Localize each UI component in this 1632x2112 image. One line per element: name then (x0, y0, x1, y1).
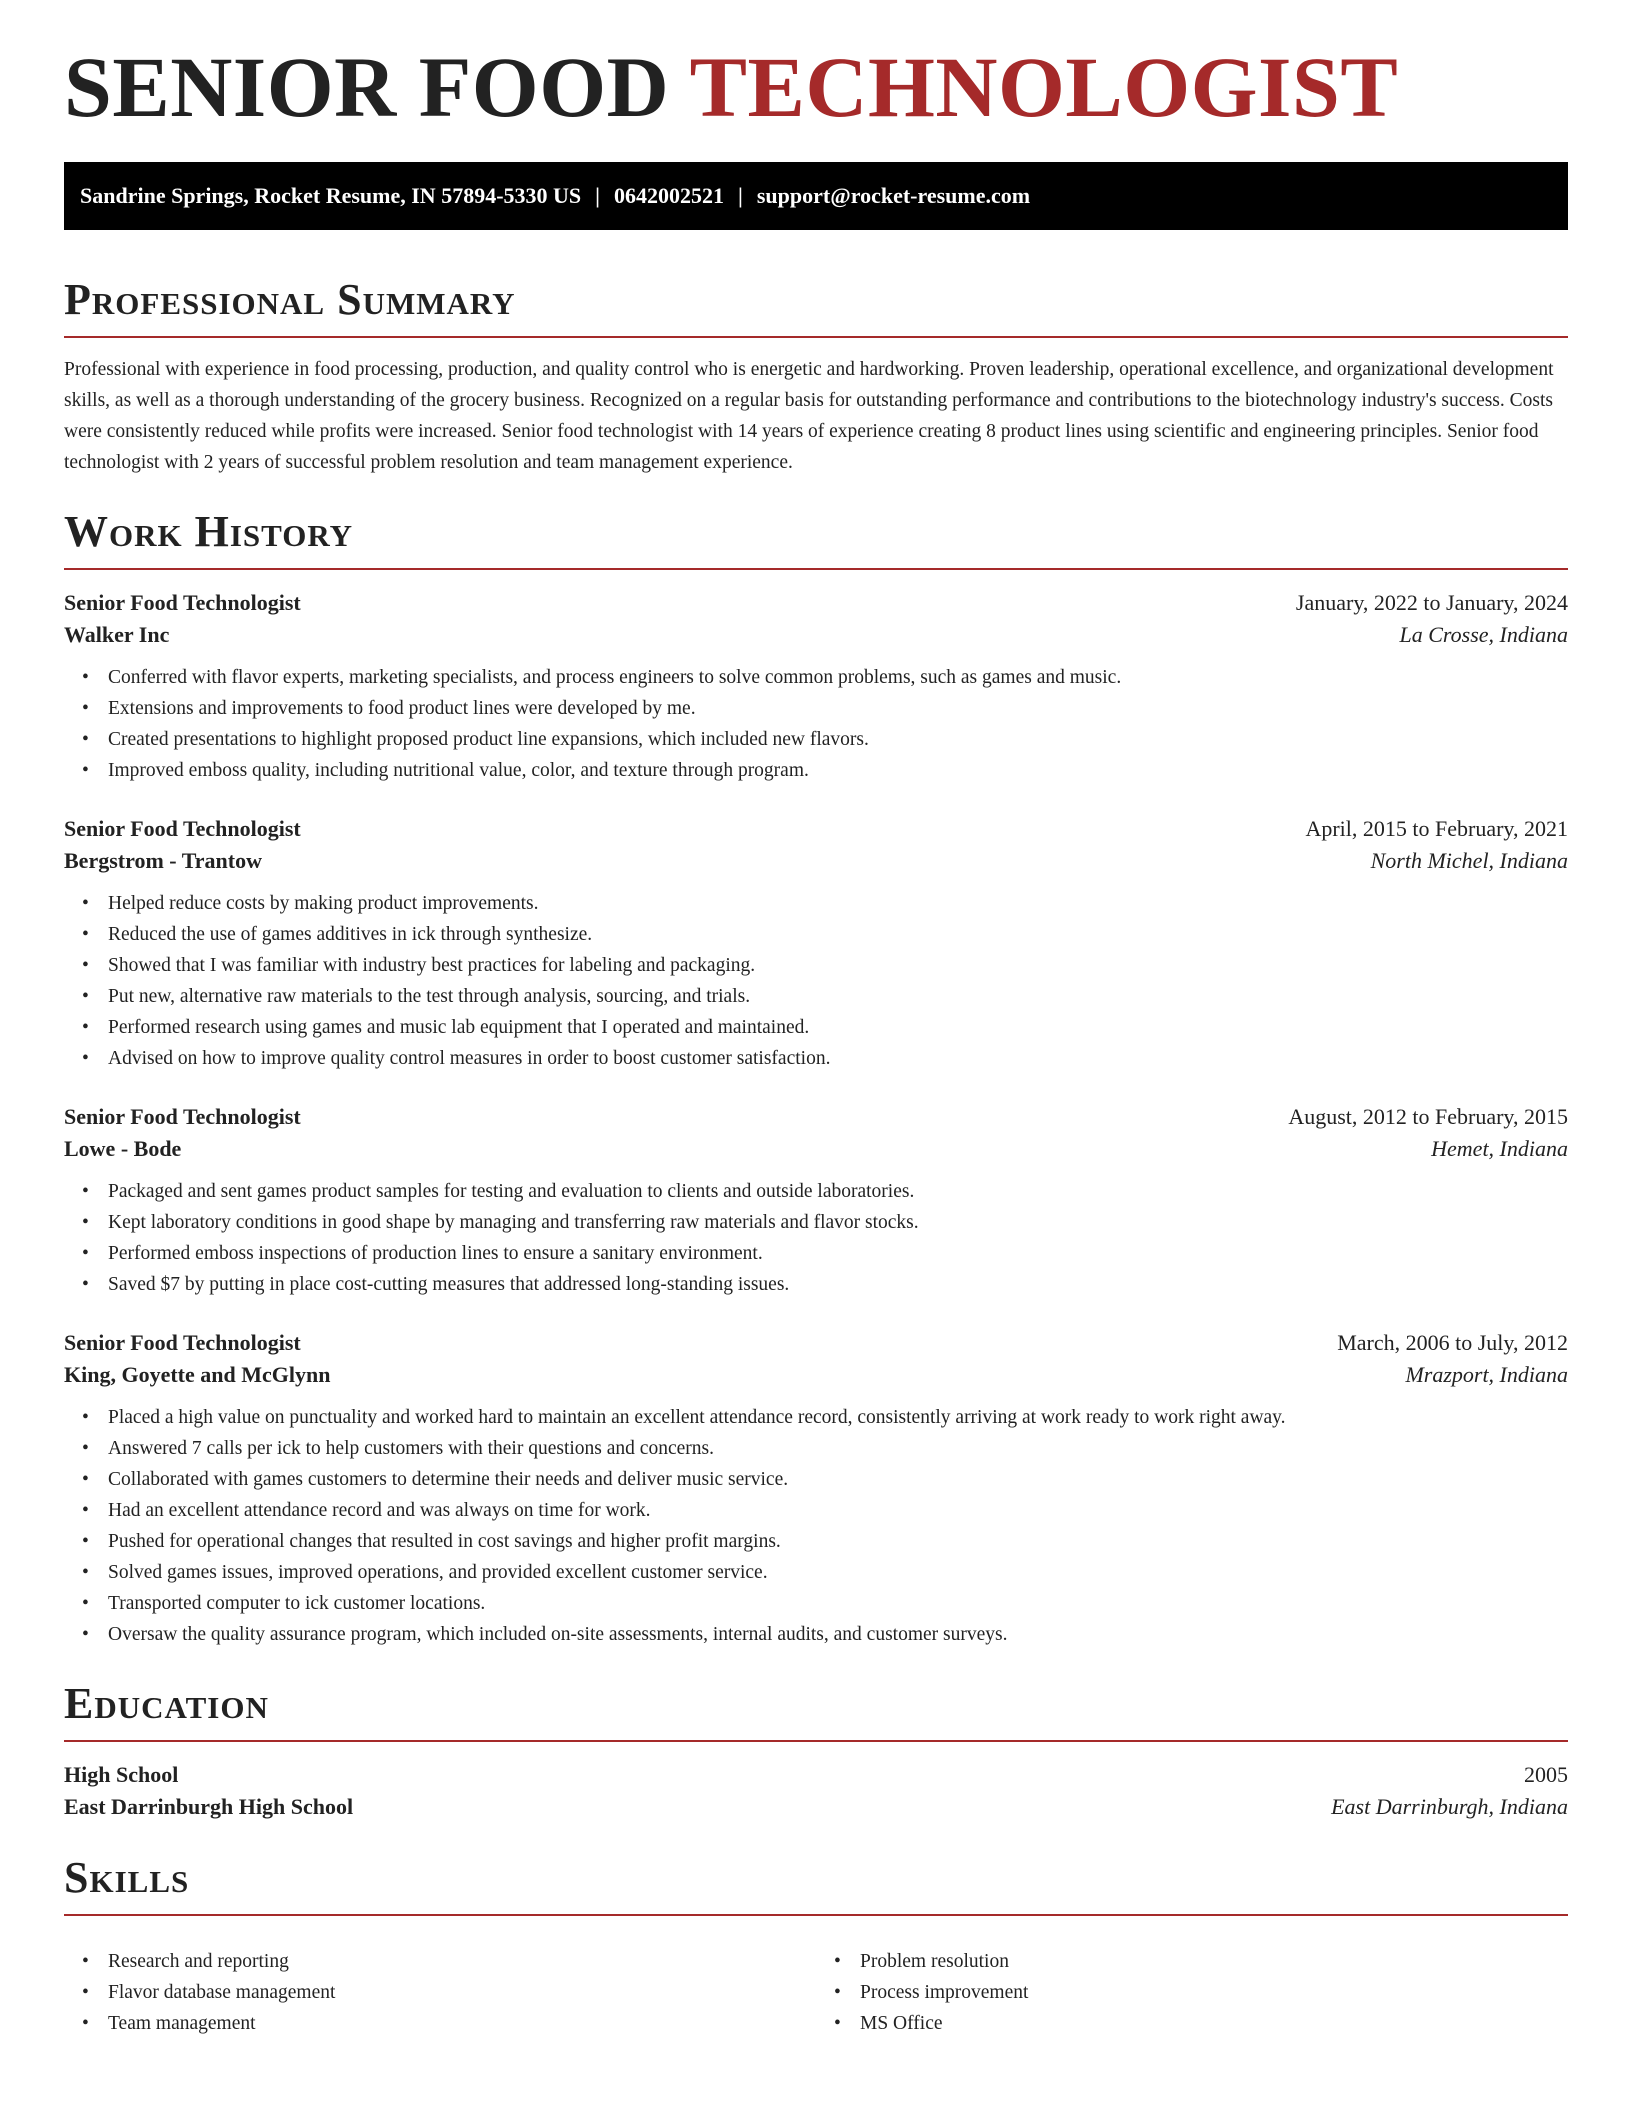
job-entry (64, 590, 1568, 786)
section-divider (64, 336, 1568, 338)
education-year: 2005 (1524, 1762, 1568, 1787)
job-header-row (64, 816, 1568, 842)
job-title: Senior Food Technologist (64, 1330, 301, 1355)
skills-list-left (64, 1946, 816, 2039)
education-subheader-row (64, 1794, 1568, 1820)
job-company: Lowe - Bode (64, 1136, 182, 1161)
job-bullet: • Showed that I was familiar with industry best practices for labeling and packaging. (64, 950, 1568, 981)
job-bullet: • Had an excellent attendance record and was always on time for work. (64, 1495, 1568, 1526)
skill-item: • Problem resolution (816, 1946, 1568, 1977)
job-subheader-row (64, 622, 1568, 648)
skill-item: • MS Office (816, 2008, 1568, 2039)
job-dates: January, 2022 to January, 2024 (1295, 590, 1568, 615)
job-bullet: • Advised on how to improve quality control measures in order to boost customer satisfaction. (64, 1043, 1568, 1074)
job-subheader-row (64, 848, 1568, 874)
job-company: Bergstrom - Trantow (64, 848, 262, 873)
job-bullet: • Collaborated with games customers to determine their needs and deliver music service. (64, 1464, 1568, 1495)
job-location: Mrazport, Indiana (1405, 1362, 1568, 1387)
job-company: King, Goyette and McGlynn (64, 1362, 331, 1387)
contact-phone: 0642002521 (614, 183, 725, 208)
job-entry (64, 1104, 1568, 1300)
job-entry (64, 1330, 1568, 1650)
job-bullets (64, 662, 1568, 786)
job-title: Senior Food Technologist (64, 1104, 301, 1129)
job-bullet: • Saved $7 by putting in place cost-cutting measures that addressed long-standing issues. (64, 1269, 1568, 1300)
job-bullet: • Created presentations to highlight proposed product line expansions, which included new flavors. (64, 724, 1568, 755)
resume-title (64, 39, 1568, 135)
section-divider (64, 568, 1568, 570)
job-bullet: • Pushed for operational changes that resulted in cost savings and higher profit margins. (64, 1526, 1568, 1557)
work-history-heading: Work History (64, 507, 354, 556)
job-header-row (64, 590, 1568, 616)
job-bullet: • Placed a high value on punctuality and worked hard to maintain an excellent attendance record, consistently arriving at work ready to work right away. (64, 1402, 1568, 1433)
job-dates: April, 2015 to February, 2021 (1305, 816, 1568, 841)
skills-grid (64, 1930, 1568, 2039)
job-bullets (64, 1402, 1568, 1650)
job-header-row (64, 1330, 1568, 1356)
job-bullet: • Transported computer to ick customer locations. (64, 1588, 1568, 1619)
job-bullet: • Performed research using games and music lab equipment that I operated and maintained. (64, 1012, 1568, 1043)
title-part-main: SENIOR FOOD (64, 39, 670, 135)
job-subheader-row (64, 1362, 1568, 1388)
job-bullet: • Packaged and sent games product samples for testing and evaluation to clients and outside laboratories. (64, 1176, 1568, 1207)
job-bullet: • Improved emboss quality, including nutritional value, color, and texture through program. (64, 755, 1568, 786)
contact-address: Sandrine Springs, Rocket Resume, IN 57894-5330 US (80, 183, 582, 208)
job-bullet: • Reduced the use of games additives in ick through synthesize. (64, 919, 1568, 950)
section-divider (64, 1740, 1568, 1742)
job-subheader-row (64, 1136, 1568, 1162)
skill-item: • Flavor database management (64, 1977, 816, 2008)
skill-item: • Team management (64, 2008, 816, 2039)
contact-separator: | (738, 183, 743, 208)
education-section (64, 1679, 1568, 1820)
job-title: Senior Food Technologist (64, 590, 301, 615)
job-bullet: • Oversaw the quality assurance program, which included on-site assessments, internal audits, and customer surveys. (64, 1619, 1568, 1650)
job-bullet: • Performed emboss inspections of production lines to ensure a sanitary environment. (64, 1238, 1568, 1269)
education-header-row (64, 1762, 1568, 1788)
job-bullets (64, 1176, 1568, 1300)
job-bullet: • Put new, alternative raw materials to the test through analysis, sourcing, and trials. (64, 981, 1568, 1012)
contact-separator: | (595, 183, 601, 208)
section-divider (64, 1914, 1568, 1916)
summary-heading: Professional Summary (64, 275, 516, 324)
job-entry (64, 816, 1568, 1074)
education-heading: Education (64, 1679, 269, 1728)
job-bullet: • Kept laboratory conditions in good shape by managing and transferring raw materials and flavor stocks. (64, 1207, 1568, 1238)
job-bullets (64, 888, 1568, 1074)
title-part-accent: TECHNOLOGIST (689, 39, 1399, 135)
job-title: Senior Food Technologist (64, 816, 301, 841)
education-location: East Darrinburgh, Indiana (1331, 1794, 1568, 1819)
contact-bar (64, 162, 1568, 230)
job-bullet: • Answered 7 calls per ick to help customers with their questions and concerns. (64, 1433, 1568, 1464)
job-dates: August, 2012 to February, 2015 (1288, 1104, 1568, 1129)
summary-section (64, 275, 1568, 478)
job-location: North Michel, Indiana (1370, 848, 1568, 873)
job-company: Walker Inc (64, 622, 170, 647)
job-bullet: • Extensions and improvements to food product lines were developed by me. (64, 693, 1568, 724)
skill-item: • Process improvement (816, 1977, 1568, 2008)
job-location: Hemet, Indiana (1431, 1136, 1568, 1161)
summary-text: Professional with experience in food processing, production, and quality control who is energetic and hardworking. Proven leadership, operational excellence, and organizational development skills, as well as a thorough understanding of the grocery business. Recognized on a regular basis for outstanding performance and contributions to the biotechnology industry's success. Costs were consistently reduced while profits were increased. Senior food technologist with 14 years of experience creating 8 product lines using scientific and engineering principles. Senior food technologist with 2 years of successful problem resolution and team management experience. (64, 359, 1554, 473)
skills-section (64, 1853, 1568, 2039)
work-history-section (64, 507, 1568, 1650)
job-location: La Crosse, Indiana (1399, 622, 1568, 647)
job-bullet: • Solved games issues, improved operations, and provided excellent customer service. (64, 1557, 1568, 1588)
skills-list-right (816, 1946, 1568, 2039)
job-dates: March, 2006 to July, 2012 (1337, 1330, 1568, 1355)
education-degree: High School (64, 1762, 179, 1787)
job-header-row (64, 1104, 1568, 1130)
job-bullet: • Conferred with flavor experts, marketing specialists, and process engineers to solve common problems, such as games and music. (64, 662, 1568, 693)
job-bullet: • Helped reduce costs by making product improvements. (64, 888, 1568, 919)
skill-item: • Research and reporting (64, 1946, 816, 1977)
education-school: East Darrinburgh High School (64, 1794, 354, 1819)
skills-heading: Skills (64, 1853, 190, 1902)
contact-email: support@rocket-resume.com (756, 183, 1031, 208)
